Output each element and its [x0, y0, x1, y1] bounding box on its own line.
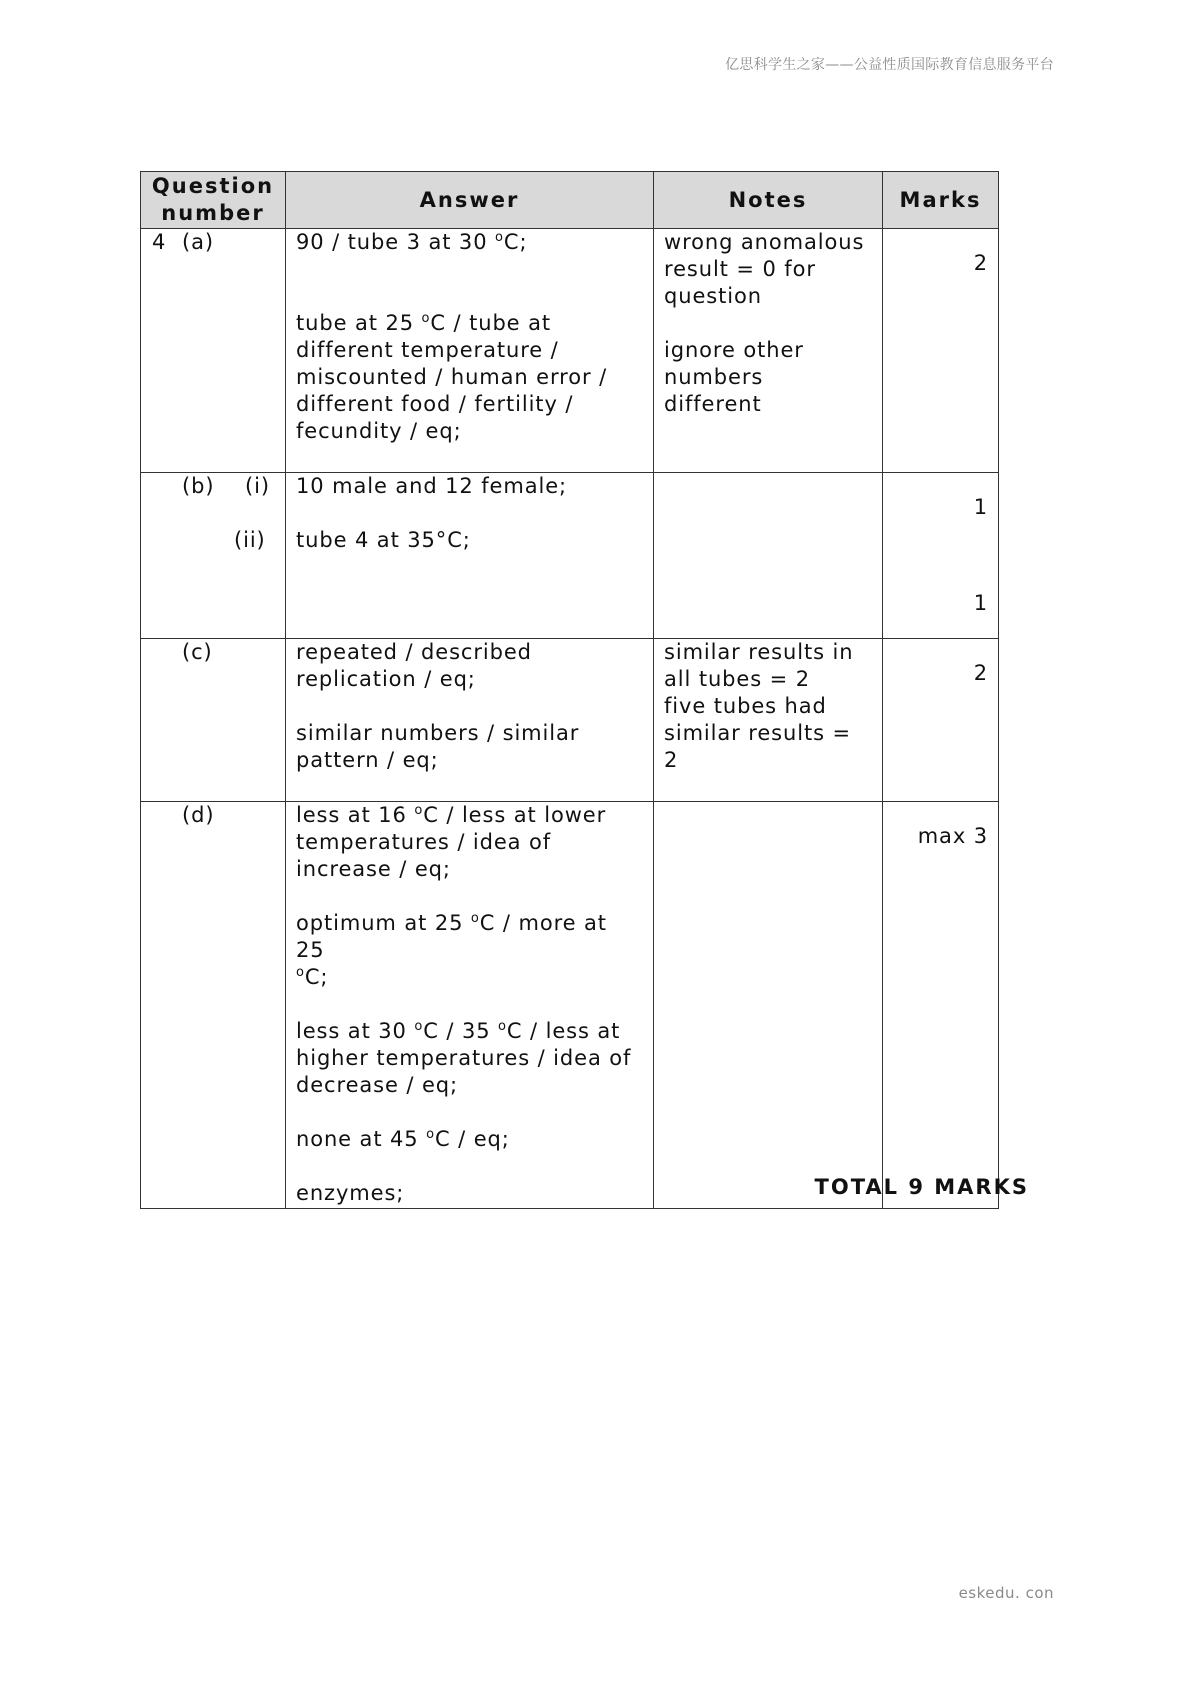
text-line: tube at 25 $^o$C / tube at [296, 311, 551, 335]
answer-cell [286, 473, 654, 639]
text-line: pattern / eq; [296, 748, 439, 772]
text-line: optimum at 25 $^o$C / more at 25 [296, 911, 607, 962]
text-line: similar results in [664, 640, 854, 664]
line-gap [296, 1099, 643, 1126]
table-row [141, 639, 999, 802]
header-watermark: 亿思科学生之家——公益性质国际教育信息服务平台 [725, 57, 1054, 73]
question-subpart: (i) [245, 474, 270, 498]
notes-cell [654, 473, 883, 639]
text-line: less at 30 $^o$C / 35 $^o$C / less at [296, 1019, 621, 1043]
question-part: (a) [182, 230, 214, 254]
text-line: temperatures / idea of [296, 830, 552, 854]
text-line: different food / fertility / [296, 392, 574, 416]
text-line: 1 [973, 495, 988, 519]
line-gap [296, 256, 643, 283]
line-gap [296, 1153, 643, 1180]
notes-cell [654, 802, 883, 1209]
text-line: repeated / described [296, 640, 532, 664]
answer-cell [286, 802, 654, 1209]
header-notes: Notes [654, 172, 883, 229]
table-header-row [141, 172, 999, 229]
text-line: $^o$C; [296, 965, 329, 989]
header-marks: Marks [883, 172, 999, 229]
marks-cell [883, 639, 999, 802]
text-line: max 3 [917, 824, 988, 848]
question-number-cell [141, 802, 286, 1209]
text-line: 2 [973, 661, 988, 685]
text-line: similar results = 2 [664, 721, 852, 772]
text-line: decrease / eq; [296, 1073, 458, 1097]
text-line: higher temperatures / idea of [296, 1046, 632, 1070]
answer-cell [286, 229, 654, 473]
question-number-cell [141, 639, 286, 802]
text-line: ignore other [664, 338, 804, 362]
line-gap [296, 991, 643, 1018]
answer-cell [286, 639, 654, 802]
total-marks: TOTAL 9 MARKS [814, 1175, 1029, 1199]
text-line: similar numbers / similar [296, 721, 580, 745]
marks-cell [883, 229, 999, 473]
question-number-cell [141, 229, 286, 473]
line-gap [296, 883, 643, 910]
notes-cell [654, 639, 883, 802]
line-gap [296, 500, 643, 527]
text-line: none at 45 $^o$C / eq; [296, 1127, 510, 1151]
question-part: (b) [182, 474, 215, 498]
question-subpart: (ii) [234, 528, 266, 552]
line-gap [893, 542, 988, 569]
text-line: result = 0 for [664, 257, 816, 281]
text-line: replication / eq; [296, 667, 476, 691]
notes-cell [654, 229, 883, 473]
text-line: wrong anomalous [664, 230, 865, 254]
question-number-cell [141, 473, 286, 639]
table-row [141, 802, 999, 1209]
question-number: 4 [152, 230, 167, 254]
text-line: miscounted / human error / [296, 365, 608, 389]
mark-scheme-table [140, 171, 999, 1209]
text-line: enzymes; [296, 1181, 405, 1205]
line-gap [664, 310, 872, 337]
footer-watermark: eskedu. con [958, 1584, 1054, 1602]
text-line: tube 4 at 35°C; [296, 528, 471, 552]
marks-cell [883, 802, 999, 1209]
text-line: increase / eq; [296, 857, 451, 881]
text-line: less at 16 $^o$C / less at lower [296, 803, 607, 827]
header-question-number: Question number [141, 172, 286, 229]
text-line: 10 male and 12 female; [296, 474, 568, 498]
question-part: (c) [182, 640, 213, 664]
line-gap [296, 283, 643, 310]
header-answer: Answer [286, 172, 654, 229]
table-row [141, 473, 999, 639]
text-line: 90 / tube 3 at 30 $^o$C; [296, 230, 528, 254]
line-gap [296, 693, 643, 720]
marks-cell [883, 473, 999, 639]
text-line: 2 [973, 251, 988, 275]
text-line: numbers [664, 365, 764, 389]
text-line: different temperature / [296, 338, 559, 362]
text-line: all tubes = 2 [664, 667, 810, 691]
table-row [141, 229, 999, 473]
text-line: question [664, 284, 762, 308]
question-part: (d) [182, 803, 215, 827]
text-line: five tubes had [664, 694, 827, 718]
text-line: fecundity / eq; [296, 419, 462, 443]
text-line: different [664, 392, 762, 416]
text-line: 1 [973, 591, 988, 615]
